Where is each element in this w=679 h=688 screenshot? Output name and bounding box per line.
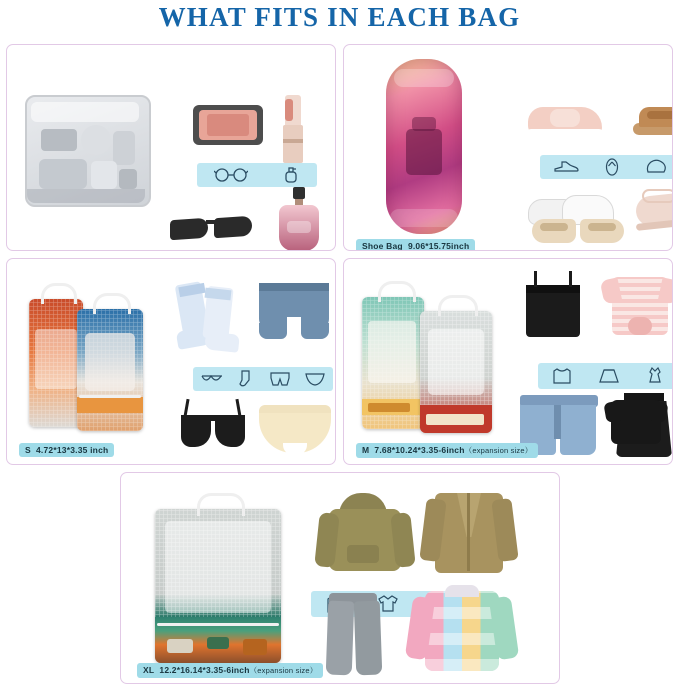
xlarge-label: XL 12.2*16.14*3.35-6inch（expansion size） xyxy=(137,663,323,678)
panel-xlarge xyxy=(120,472,560,684)
black-crop-cami xyxy=(522,271,584,343)
iconbar-shoes xyxy=(540,155,673,179)
iconbar-toiletry xyxy=(197,163,317,187)
flat-sandals xyxy=(532,213,628,249)
underwear-icon xyxy=(305,372,325,386)
medium-label: M 7.68*10.24*3.35-6inch（expansion size） xyxy=(356,443,538,458)
socks-icon xyxy=(238,370,254,388)
knit-sneaker xyxy=(524,97,606,145)
boxer-icon xyxy=(270,371,290,387)
lipstick xyxy=(279,95,307,165)
perfume-icon xyxy=(282,166,300,184)
iconbar-small xyxy=(193,367,333,391)
nude-high-heel xyxy=(630,185,673,249)
perfume-bottle xyxy=(275,187,323,251)
shoe-bag-product xyxy=(386,59,462,234)
black-crop-top-shape xyxy=(605,392,667,454)
small-label: S 4.72*13*3.35 inch xyxy=(19,443,114,457)
dress-icon xyxy=(646,367,664,385)
glasses-icon xyxy=(214,167,248,183)
beige-briefs xyxy=(259,405,331,461)
olive-hoodie xyxy=(317,493,413,583)
skirt-icon xyxy=(599,368,619,384)
m-packing-cube xyxy=(362,281,498,437)
slipper-icon xyxy=(645,159,667,175)
sneaker-icon xyxy=(553,160,579,174)
panel-shoe-bag xyxy=(343,44,673,251)
panel-toiletry xyxy=(6,44,336,251)
blush-compact xyxy=(193,99,263,151)
shoe-bag-label: Shoe Bag 9.06*15.75inch xyxy=(356,239,475,251)
bra-icon xyxy=(201,372,223,386)
sunglasses xyxy=(170,213,256,243)
flip-flop-icon xyxy=(604,158,620,176)
xl-packing-cube xyxy=(149,491,289,669)
s-packing-cube xyxy=(25,277,151,437)
blue-boxer-briefs xyxy=(259,283,329,345)
striped-socks xyxy=(179,283,235,361)
clear-toiletry-bag xyxy=(21,85,151,210)
page-title: WHAT FITS IN EACH BAG xyxy=(158,2,521,32)
colorblock-knit-cardigan xyxy=(407,585,517,681)
black-bralette xyxy=(175,399,253,457)
panel-small xyxy=(6,258,336,465)
pink-twist-tee xyxy=(602,269,673,347)
iconbar-medium xyxy=(538,363,673,389)
tan-slide-sandal xyxy=(629,93,673,147)
grey-sweatpants xyxy=(317,593,391,679)
tank-top-icon xyxy=(552,367,572,385)
khaki-blazer xyxy=(421,489,517,585)
